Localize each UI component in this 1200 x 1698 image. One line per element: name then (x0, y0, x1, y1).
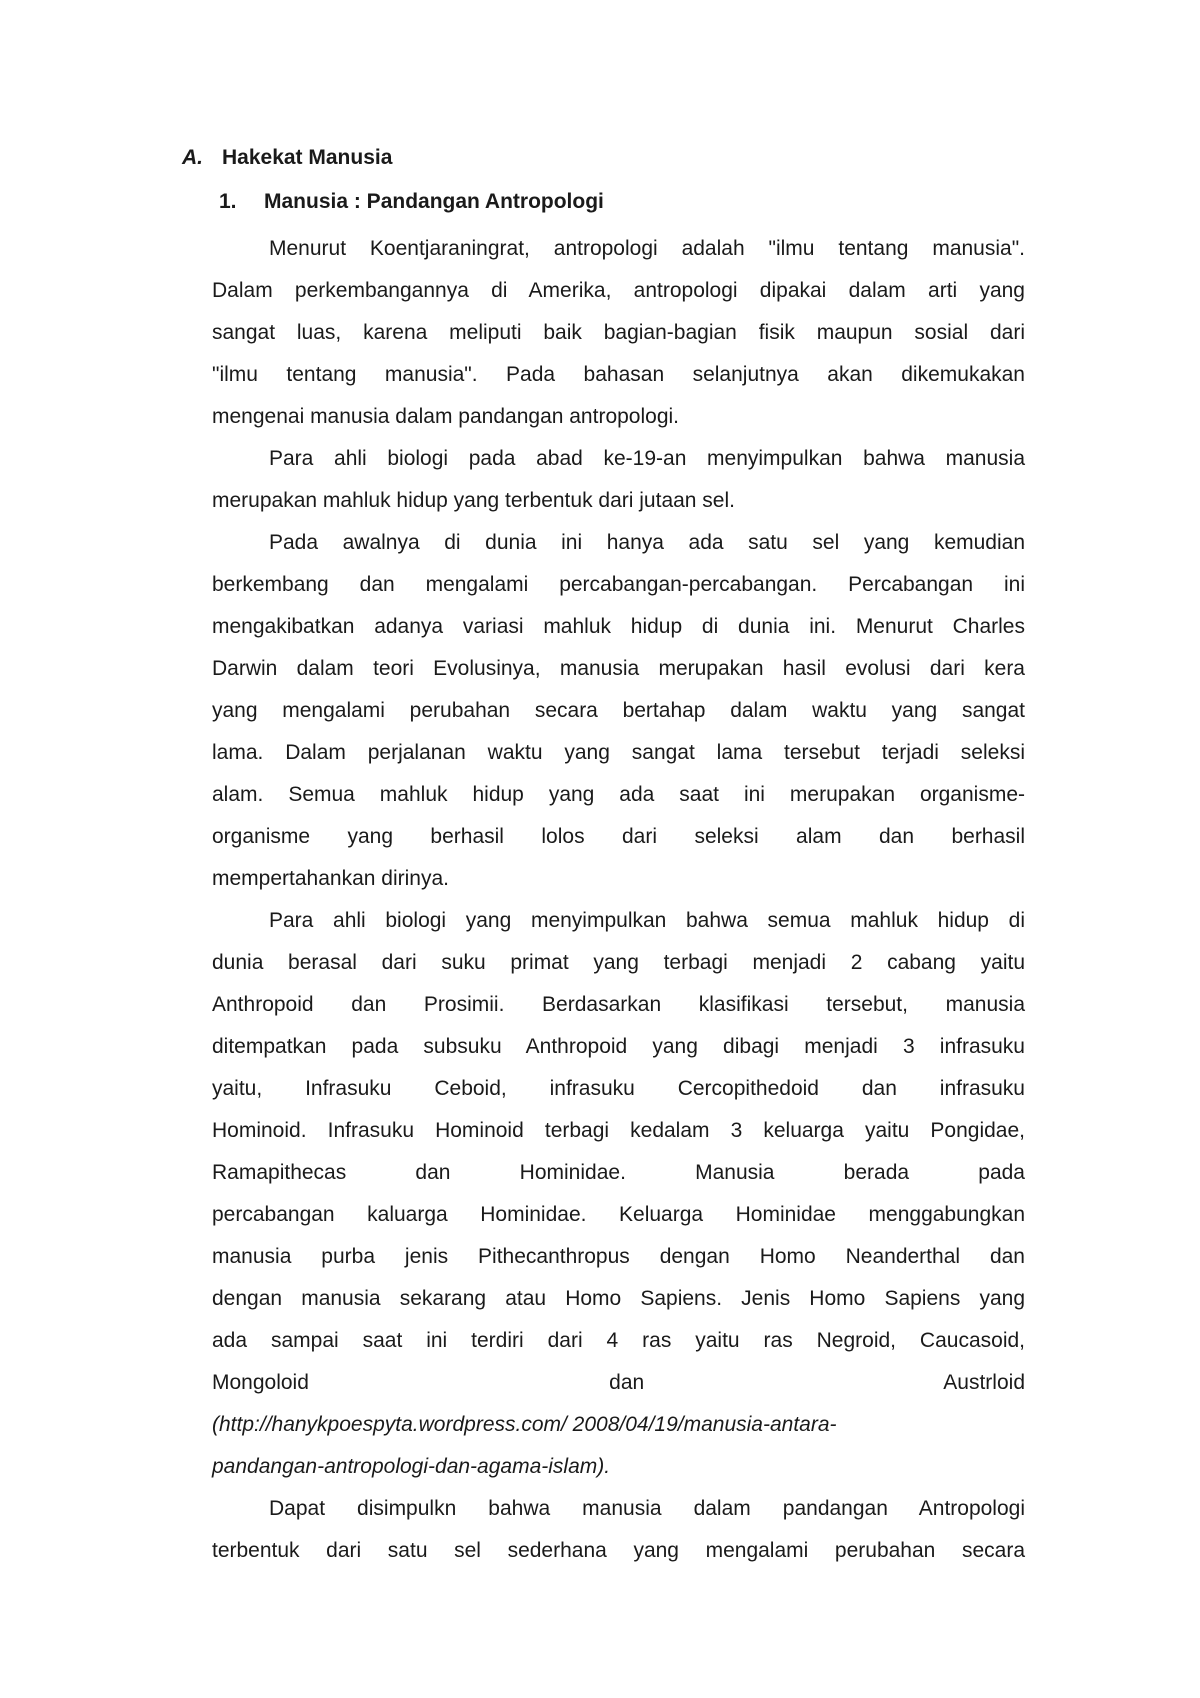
subsection-heading (219, 190, 604, 214)
text-line: dengan manusia sekarang atau Homo Sapiens. Jenis Homo Sapiens yang (212, 1287, 1025, 1310)
text-line: terbentuk dari satu sel sederhana yang mengalami perubahan secara (212, 1539, 1025, 1562)
text-line: "ilmu tentang manusia". Pada bahasan selanjutnya akan dikemukakan (212, 363, 1025, 386)
section-title: Hakekat Manusia (222, 146, 393, 169)
text-line: Pada awalnya di dunia ini hanya ada satu sel yang kemudian (269, 531, 1025, 554)
text-line: Ramapithecas dan Hominidae. Manusia berada pada (212, 1161, 1025, 1184)
text-line: mengakibatkan adanya variasi mahluk hidup di dunia ini. Menurut Charles (212, 615, 1025, 638)
text-line: Para ahli biologi pada abad ke-19-an menyimpulkan bahwa manusia (269, 447, 1025, 470)
text-line: Anthropoid dan Prosimii. Berdasarkan klasifikasi tersebut, manusia (212, 993, 1025, 1016)
text-line: Dapat disimpulkn bahwa manusia dalam pandangan Antropologi (269, 1497, 1025, 1520)
text-line: Mongoloid dan Austrloid (212, 1371, 1025, 1394)
text-line: yang mengalami perubahan secara bertahap dalam waktu yang sangat (212, 699, 1025, 722)
text-line: Darwin dalam teori Evolusinya, manusia merupakan hasil evolusi dari kera (212, 657, 1025, 680)
text-line: yaitu, Infrasuku Ceboid, infrasuku Cercopithedoid dan infrasuku (212, 1077, 1025, 1100)
text-line: Para ahli biologi yang menyimpulkan bahwa semua mahluk hidup di (269, 909, 1025, 932)
text-line: mempertahankan dirinya. (212, 867, 449, 890)
text-line: mengenai manusia dalam pandangan antropologi. (212, 405, 680, 428)
text-line: pandangan-antropologi-dan-agama-islam). (212, 1455, 611, 1478)
text-line: sangat luas, karena meliputi baik bagian-bagian fisik maupun sosial dari (212, 321, 1025, 344)
text-line: percabangan kaluarga Hominidae. Keluarga Hominidae menggabungkan (212, 1203, 1025, 1226)
subsection-number: 1. (219, 190, 237, 213)
text-line: ada sampai saat ini terdiri dari 4 ras yaitu ras Negroid, Caucasoid, (212, 1329, 1025, 1352)
text-line: organisme yang berhasil lolos dari seleksi alam dan berhasil (212, 825, 1025, 848)
text-line: Dalam perkembangannya di Amerika, antropologi dipakai dalam arti yang (212, 279, 1025, 302)
text-line: alam. Semua mahluk hidup yang ada saat ini merupakan organisme- (212, 783, 1025, 806)
text-line: merupakan mahluk hidup yang terbentuk dari jutaan sel. (212, 489, 735, 512)
text-line: manusia purba jenis Pithecanthropus dengan Homo Neanderthal dan (212, 1245, 1025, 1268)
text-line: berkembang dan mengalami percabangan-percabangan. Percabangan ini (212, 573, 1025, 596)
subsection-title: Manusia : Pandangan Antropologi (264, 190, 604, 213)
text-line: (http://hanykpoespyta.wordpress.com/ 2008/04/19/manusia-antara- (212, 1413, 837, 1436)
text-line: Menurut Koentjaraningrat, antropologi adalah "ilmu tentang manusia". (269, 237, 1025, 260)
text-line: Hominoid. Infrasuku Hominoid terbagi kedalam 3 keluarga yaitu Pongidae, (212, 1119, 1025, 1142)
text-line: ditempatkan pada subsuku Anthropoid yang dibagi menjadi 3 infrasuku (212, 1035, 1025, 1058)
text-line: dunia berasal dari suku primat yang terbagi menjadi 2 cabang yaitu (212, 951, 1025, 974)
body-text (212, 228, 1025, 1572)
section-letter: A. (182, 146, 203, 169)
section-heading (182, 146, 392, 170)
text-line: lama. Dalam perjalanan waktu yang sangat lama tersebut terjadi seleksi (212, 741, 1025, 764)
